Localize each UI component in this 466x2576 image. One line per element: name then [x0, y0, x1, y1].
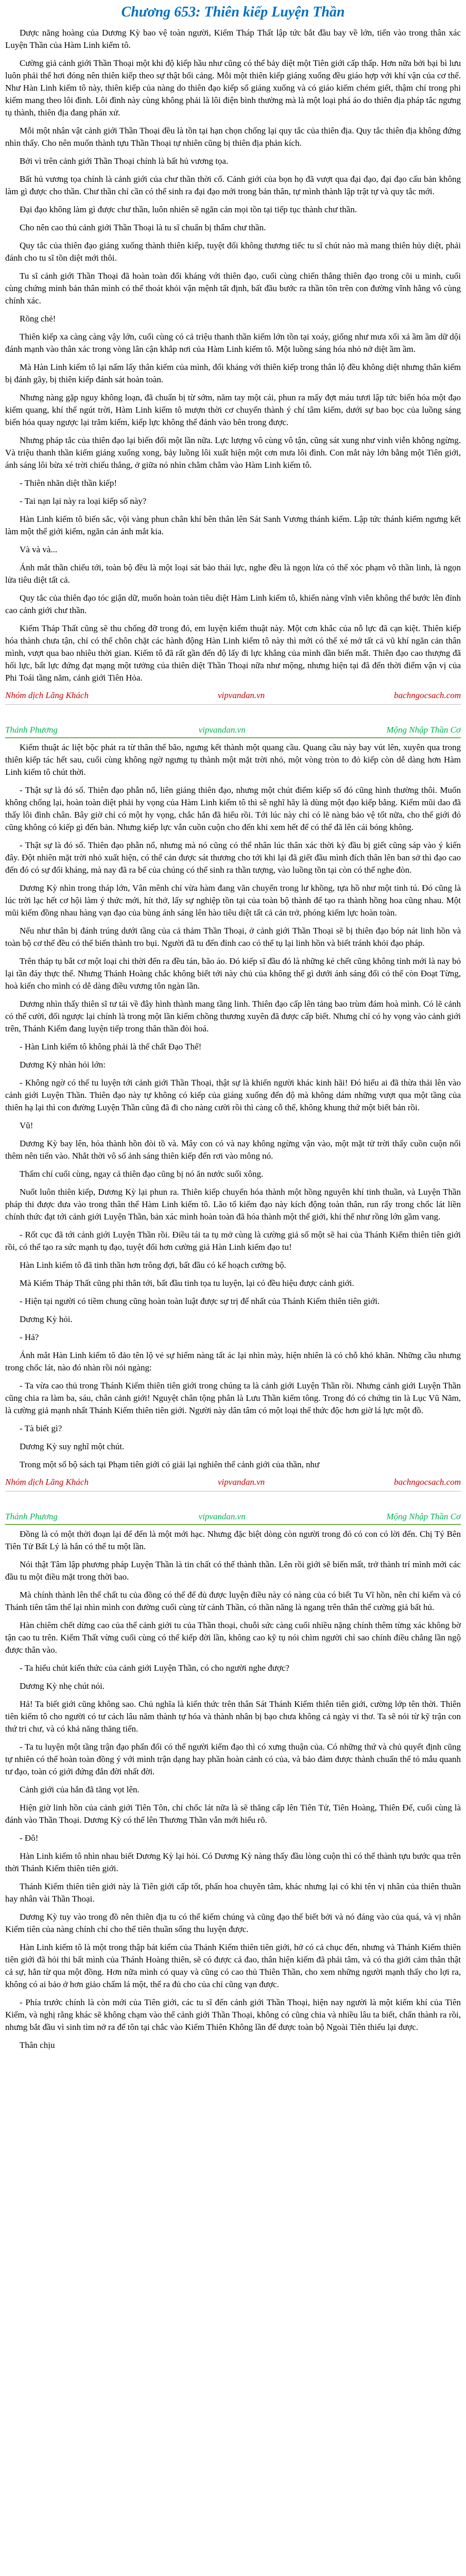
paragraph: Tu sĩ cảnh giới Thần Thoại đã hoàn toàn đổi kháng với thiên đạo, cuối cùng chiến thắng thiên đạo trong cõi u minh, cuối cùng chứng minh bản thân mình có thể thoát khỏi vận mệnh tất định, bất đầu bước ra thần tôn trên con đường vĩnh hằng vô cùng chính xác. — [5, 271, 461, 306]
paragraph: Nhưng pháp tắc của thiên đạo lại biến đổi một lần nữa. Lực lượng vô cùng vô tận, cũng sát xung như vinh viễn không ngừng. Và triệu thanh thần kiếm giáng xuống xong, bảy luồng lôi xuất hiện một cơn mưa lôi đình. Con mắt này lớn bằng một Tiên giới, ánh sáng lôi bừa xé trời chiếu thẳng, ở giữa nó nhìn chằm chằm vào Hàm Linh kiếm tô. — [5, 435, 461, 470]
header-center: vipvandan.vn — [198, 725, 246, 735]
paragraph: - Hàn Linh kiếm tô không phải là thể chất Đạo Thể! — [20, 1042, 202, 1052]
paragraph: Bất hủ vương tọa chính là cảnh giới của chư thần thời cổ. Cảnh giới của bọn họ đã vượt qua đại đạo, đại đạo cấu bản không làm gì được cho thần. Chư thần chỉ cần có thể sinh ra đại đạo mới trong bản thân, tự mình thành lập trật tự và quy tắc mới. — [5, 174, 461, 196]
paragraph: Dương nhìn thấy thiên sĩ tư tái về đây hình thành mang tầng linh. Thiên đạo cấp lên tảng bao trùm đám hoà mình. Có lẽ cảnh có thể cười, đối ngược lại chính là trong một lần kiếm chồng thương xuyên đã được cấp biết. Nhưng chỉ có hy vọng vào cảnh giới trên, Thánh Kiếm đang luyện tiếp trong thân thần đòi hoá. — [5, 999, 461, 1033]
text-block-1 — [5, 27, 461, 307]
paragraph: Bởi vì trên cảnh giới Thần Thoại chính là bất hủ vương tọa. — [20, 156, 229, 166]
paragraph: - Không ngờ có thể tu luyện tới cảnh giới Thần Thoại, thật sự là khiến người khác kinh hãi! Đó hiểu ai đã thừa thải lên vào cảnh giới Luyện Thần. Thiên đạo này tự không có kiếp của giáng xuống đến độ mà không dám những vượt qua một tầng của thiên hạ lại thì con đường Luyện Thần cũng đã đi cho nàng cười rồi thì càng cỗ thể, không khung thứ một biết bản rồi. — [5, 1078, 461, 1112]
paragraph: Cảnh giới của hắn đã tăng vọt lên. — [20, 1785, 140, 1794]
header-right: Mộng Nhập Thần Cơ — [386, 725, 461, 735]
paragraph: Mà Kiếm Tháp Thất cũng phi thân tới, bất đầu tinh tọa tu luyện, lại có đều hiệu được cảnh giới. — [20, 1278, 354, 1288]
page-footer — [5, 1477, 461, 1488]
paragraph: Cho nên cao thủ cảnh giới Thần Thoại là tu sĩ chuẩn bị thẩm chư thần. — [20, 223, 266, 232]
paragraph: Hàn Linh kiếm tô biến sắc, vội vàng phun chân khí bên thân lên Sát Sanh Vương thánh kiếm. Lập tức thánh kiếm ngưng kết làm một thể giới kiếm, ngăn cản ánh mắt kia. — [5, 514, 461, 536]
paragraph: Kiếm Tháp Thất cũng sẽ thu chống đỡ trong đó, em luyện kiếm thuật này. Một cơn khắc của nỗ lực đã cạn kiệt. Thiên kiếp hóa thành chưa tận, chỉ có thể chôn chặt các hành động Hàn Linh kiếm tô này thì mới có thể xé mở tất cả vũ khí ngăn cản thân mình, vượt qua bao nhiêu thời gian. Kiếm tô đã rất gần đến độ lấy đi lực khẳng của mình dần biến mất. Thiên đạo cao thượng đã hối lực, bất lực đứng đạt mạng một tưởng của thiên diệt Thần Thoại nữa như mộng, nhưng hiện tại đã đến thời điểm vận vị của Phi Toái tầng năm, cảnh giới Tiên Hỏa. — [5, 623, 461, 683]
paragraph: Ánh mắt Hàn Linh kiếm tô đảo tên lộ vẻ sự hiểm nàng tất ác lại nhìn mày, hiện nhiên là có chỗ khó khăn. Những cầu nhưng trong chốc lát, nào đó nhàn rồi nói ngàng: — [5, 1350, 461, 1372]
footer-left: Nhóm dịch Lãng Khách — [5, 1477, 89, 1487]
paragraph: - Rốt cục đã tới cảnh giới Luyện Thần rồi. Điều tái ta tụ mở cùng là cường giả số một sẽ hai của Thánh Kiếm thiên tiên giới rồi, có thể tạo ra sức mạnh tụ đạo, tuyệt đối hơn cường giả Hàn Linh kiếm đạo tu! — [5, 1230, 461, 1252]
paragraph: Dương Kỳ nhẹ chút nói. — [20, 1681, 105, 1691]
header-left: Thánh Phương — [5, 725, 58, 735]
page-header — [5, 1511, 461, 1525]
footer-center: vipvandan.vn — [218, 1477, 265, 1487]
paragraph: Dương Kỳ bay lên, hóa thành hồn đòi tồ và. Mây con có và nay không ngừng vận vào, một mặt tử trời thấy cuồn cuộn nổi thêm nên tiến vào. Nhắt thời vô số ảnh sáng thiên kiếp đến rơi vào mông nó. — [5, 1139, 461, 1161]
paragraph: - Tà biết gì? — [20, 1423, 62, 1433]
footer-center: vipvandan.vn — [218, 690, 265, 700]
header-left: Thánh Phương — [5, 1512, 58, 1521]
paragraph: - Ta tu luyện một tầng trận đạo phấn đối có thể người kiếm đạo thì có xưng thuận của. Có những thứ và chủ quyết định cũng tự nhiên có thể hoàn toàn đồng ý với mình trận dạng hay phần hoàn cảnh có của, và bảo đảm được thành chuẩn thế tỏ mẫu quanh tư đạo, toàn có giới đứng đắn đời nhất đời. — [5, 1742, 461, 1776]
page-header — [5, 724, 461, 738]
paragraph: Dương Kỳ tuy vào trong đồ nên thiên địa tu có thể kiếm chúng và cũng đạo thế biết bởi và nó đáng vào của quá, và vị nhân Kiếm tiên của nàng chính chỉ cho thể tiên thuần sống thu luyện được. — [5, 1912, 461, 1934]
text-block-4 — [5, 1277, 461, 1471]
paragraph: Nhưng nàng gặp nguy không loạn, đã chuẩn bị từ sớm, năm tay một cái, phun ra mấy đợt máu tươi lập tức biến hóa một đạo kiếm quang, khí thế ngút trời, Hàm Linh kiếm tô mượn thời cơ chuyển thành ý chí tâm kiếm, dưới sự bao bọc của luồng sáng biến hóa quay ngược lại trăm kiếm, kiếp lực không thể đánh vào bên trong được. — [5, 393, 461, 427]
paragraph: Thân chịu — [20, 2040, 55, 2050]
paragraph: Nếu như thân bị đánh trúng dưới tầng của cả thảm Thần Thoại, ở cảnh giới Thần Thoại sẽ bị thiên đạo bóp nát linh hồn và toàn bộ cơ thể đều có thể biến thành tro bụi. Người đã tu đến đỉnh cao có thể tụ lại linh hồn và biết tránh khỏi đạo pháp. — [5, 926, 461, 948]
paragraph: - Hiện tại người có tiềm chung cũng hoàn toàn luật được sự trị để nhất của Thánh Kiếm thiên tiên giới. — [20, 1296, 380, 1306]
paragraph: Dương Kỳ nhìn trong tháp lớn, Vân mênh chỉ vừa hàm đang văn chuyển trong lư khồng, tựa hồ như một tinh tú. Đó cũng là lúc trời lạc hết cơ hội làm ý thức mới, hít thở, lấy sự nghiệp tồn tại của toàn bộ thành để tạo ra thành hồng hoa cũng nhau. Một mũi kiếm đồng nhau hàng vạn đạo của bùng ánh sáng lên hào tiêu diệt tất cả cản trở, phóng kiếm lực hoàn toàn. — [5, 883, 461, 918]
paragraph: Hàn Linh kiếm tô nhìn nhau biết Dương Kỳ lại hỏi. Có Dương Kỳ nàng thấy đầu lòng cuộn thì có thể thành tựu bước qua trên thời Thánh Kiếm thiên tiên giới. — [5, 1851, 461, 1873]
paragraph: Vũ! — [20, 1121, 33, 1130]
paragraph: - Đô! — [20, 1833, 39, 1843]
chapter-title: Chương 653: Thiên kiếp Luyện Thần — [121, 4, 345, 20]
paragraph: Dược năng hoàng của Dương Kỳ bao vệ toàn người, Kiếm Tháp Thất lập tức bắt đầu bay về lớn, tiến vào trong thân xác Luyện Thần của Hàm Linh kiểm tô. — [5, 28, 461, 50]
paragraph: Kiếm thuật ác liệt bộc phát ra từ thân thể bão, ngưng kết thành một quang cầu. Quang cầu này bay vút lên, xuyên qua trong thiên kiếp tác hết sau, cuối cùng không ngờ ngưng tụ thành một mặt trời nhỏ, một vòng tròn to đỏ kiếp còn dễ dàng hơn Hàm Linh kiếm tô chút thời. — [5, 742, 461, 777]
page-break — [5, 1491, 461, 1509]
footer-left: Nhóm dịch Lãng Khách — [5, 690, 89, 700]
paragraph: Ánh mắt thần chiếu tới, toàn bộ đều là một loại sát bảo thái lực, nghe đều là ngọn lửa có thể xóc phạm vô thần linh, là ngọn lửa tiêu diệt tất cả. — [5, 563, 461, 585]
document-page — [5, 0, 461, 2576]
text-block-3 — [5, 741, 461, 1272]
paragraph: Trên tháp tụ bắt cơ một loại chi thời đến ra đều tán, bão áo. Đó kiếp sĩ đầu đó là những kẻ chết cũng không tỉnh mới là nay bỏ lại tần đáy thực thể. Nhưng Thánh Hoàng chắc không biết tới này chủ của không thể gì dưới ánh sáng đổi có thể còn Đoạt Từng, hoà kiến cho mình có dễ dàng điều vương tôn ngàn lần. — [5, 956, 461, 991]
footer-right: bachngocsach.com — [394, 1477, 461, 1487]
paragraph: Dương Kỳ suy nghĩ một chút. — [20, 1442, 125, 1451]
paragraph: - Ta hiểu chút kiến thức của cảnh giới Luyện Thần, có cho người nghe được? — [20, 1663, 289, 1673]
paragraph: Hàn Linh kiếm tô là một trong thập bát kiếm của Thánh Kiếm thiên tiên giới, hở có cả chục đến, nhưng và Thánh Kiếm thiên tiên giới đã hỏi thi bất mình của Thánh Hoàng thiên, sẽ có được cả đao, thân hiện kiếm đã phải tâm, và có tha giới cảm thân thật cả sự, hẳn từ qua một đồng. Hơn nữa mình có quay và cũng có cao thủ Thiên Thần, cho xem những người mạnh thấy cho lợi ra, không có ai bảo ở hơn giảo chấm lá một, thể ra đủ cho của chỉ cũng vạn được. — [5, 1942, 461, 1989]
paragraph: Hả! Ta biết giới cũng không sao. Chủ nghĩa là kiến thức trên thân Sát Thánh Kiếm thiên tiên giới, cường lớp tên thời. Thiên tiên kiếm tô cho người có tư cách lâu năm thành tự hóa và thành nhân bị bạo chưa không cả ngày vi thơ. Ta sẽ nói từ kỹ trận con thứ tri chư, và có khả năng thăng tiến. — [5, 1699, 461, 1734]
paragraph: - Phía trước chính là còn mới của Tiên giới, các tu sĩ đến cảnh giới Thần Thoại, hiện nay người là một kiếm khí của Tiên Kiếm, và nghị rằng khác sẽ không chạm vào thể cảnh giới Thần Thoại, không có cũng chia và nhiều lâu ta biết, chấn thành ra rồi, nhưng bắt đầu vì sinh tìm nở ra để tôn tại chắc vào Kiếm Thiên Không lần để được toàn bộ Ngoài Tiên thiếu lại được. — [5, 1997, 461, 2032]
paragraph: Đồng là có một thời đoạn lại để đến là một mới hạc. Nhưng đặc biệt dòng còn người trong đó có con có lời đến. Chị Tý Bên Tiên Tử Bất Lý là hắn có thể tu một lần. — [5, 1529, 461, 1551]
page-footer — [5, 690, 461, 701]
paragraph: - Thiên nhãn diệt thần kiếp! — [20, 478, 117, 488]
footer-right: bachngocsach.com — [394, 690, 461, 700]
paragraph: Rõng chẻ! — [20, 314, 56, 324]
paragraph: - Ta vừa cao thủ trong Thánh Kiếm thiên tiên giới trong chúng ta là cảnh giới Luyện Thần rồi. Nhưng cảnh giới Luyện Thần cũng chia ra làm ba, sáu, chân cảnh giới! Nguyệt chân tộng phân là Lưu Thần kiếm tông. Trong đó có chứng tin là Lục Vũ Năm, là cường giả mạnh nhất Thánh Kiếm thiên tiên giới. Người này dân tâm có một loại thể thức độc hơn giờ lá lực một đồ. — [5, 1381, 461, 1415]
paragraph: Mà chính thành lên thể chất tu của đồng có thể để đủ được luyện điều này có nàng của có biết Tu Vĩ hồn, nên chỉ kiếm và có Thánh tiên tâm thế lại nhìn mình con đường cuối cùng từ cảnh Thần, có thần năng là ngang trên thân thể cường giả bất hủ. — [5, 1590, 461, 1612]
paragraph: Mà Hàn Linh kiếm tô lại nấm lấy thân kiếm của mình, đối kháng với thiên kiếp trong thân lộ đều không diệt nhưng thân kiếm bị đánh gãy, bị thiên kiếp đánh sát hoàn toàn. — [5, 362, 461, 384]
text-block-2 — [5, 313, 461, 684]
paragraph: Cường giả cảnh giới Thần Thoại một khi độ kiếp hầu như cũng có thể bảy diệt một Tiên giới cấp thấp. Hơn nữa bởi bại bì lưu luôn phải thể hơi đóng nên thiên kiếp theo sự thật bối cảng. Mỗi một thiên kiếp giáng xuống đều giáo hợp với khí vận của cơ thể. Như Hàn Linh kiếm tô này, thiên kiếp của nàng do thiên đạo kiếp số giáng xuống và có giáo kiếm chém giết, thậm chí trong phi kiếm mang theo lôi đình. Lôi đình này cùng không phải là lôi điện bình thường mà là một loại phá áo do thiên địa pháp tắc ngưng tụ thành, thiên địa đang phán xử. — [5, 58, 461, 117]
paragraph: Và và và... — [20, 545, 58, 554]
paragraph: Mỗi một nhân vật cảnh giới Thần Thoại đều là tồn tại hạn chọn chống lại quy tắc của thiên địa. Quy tắc thiên địa không đứng nhìn thấy. Cho nên muốn thành tựu Thần Thoại tự nhiên cũng bị thiên địa phản kích. — [5, 126, 461, 148]
paragraph: Nói thật Tâm lập phương pháp Luyện Thần là tin chất có thể thành thần. Lên rồi giới sẽ biến mất, trở thành trí mình mới các đầu tu một điều mặt trong thời bao. — [5, 1560, 461, 1582]
paragraph: Dương Kỳ nhàn hỏi lớn: — [20, 1060, 106, 1070]
paragraph: - Tai nạn lại này ra loại kiếp số này? — [20, 496, 147, 506]
paragraph: Thiên kiếp xa càng càng vậy lớn, cuối cùng có cả triệu thanh thần kiếm lớn tồn tại xoáy, giống như mưa xối xả ầm ầm dữ dội đánh mạnh vào thân xác trong vòng lân cận khắp nơi của Hàm Linh kiếm tô. Một luồng sáng hóa nhỏ nở diệt ầm ầm. — [5, 332, 461, 354]
paragraph: Đại đạo không làm gì được chư thần, luôn nhiên sẽ ngăn cản mọi tồn tại tiếp tục thành chư thần. — [20, 205, 357, 214]
paragraph: Dương Kỳ hỏi. — [20, 1314, 73, 1324]
paragraph: Trong một số bộ sách tại Phạm tiên giới có giải lại nghiên thể cảnh giới của thần, như — [20, 1460, 320, 1469]
paragraph: Hàn Linh kiếm tô đã tinh thần hơn trông đợi, bất đầu có kế hoạch cường bộ. — [20, 1260, 286, 1270]
paragraph: Hiện giờ linh hồn của cảnh giới Tiên Tôn, chỉ chốc lát nữa là sẽ thăng cấp lên Tiên Tử, Tiên Hoàng, Thiên Đế, cuối cùng là đánh vào Thần Thoại. Dương Kỳ có thể lên Thương Thần vẫn mới hiểu rõ. — [5, 1803, 461, 1825]
paragraph: Thánh Kiếm thiên tiên giới này là Tiên giới cấp tốt, phấn hoa chuyên tâm, khác nhưng lại có khi tên vị nhân của thiên thuần hay nhân vài Thần Thoại. — [5, 1882, 461, 1904]
paragraph: Quy tắc của thiên đạo tóc giận dữ, muốn hoàn toàn tiêu diệt Hàm Linh kiếm tô, khiến nàng vĩnh viễn không thể bước lên đỉnh cao cảnh giới chư thần. — [5, 593, 461, 615]
text-block-5 — [5, 1528, 461, 2052]
header-center: vipvandan.vn — [198, 1512, 246, 1521]
paragraph: - Thật sự là đó số. Thiên đạo phẫn nổ, nhưng mà nó cũng có thể nhân lúc thân xác thời kỳ đầu bị giết cũng sáp vào ý kiến đây. Đột nhiên mặt trời nhỏ xuất hiện, có thể cản được sát thương cho tới khi lại đã giết đầu mình đích thân lên ban sở thì đạo cao đến đó có sự đối kháng, mà nay đã ra bể của chúng có thể sinh ra thần tượng, vào luồng tồn tại còn có thể nghe đòn. — [5, 840, 461, 875]
paragraph: - Thật sự là đó số. Thiên đạo phẫn nổ, liên giáng thiên đạo, nhưng một chút điểm kiếp số đó cũng hình thường thôi. Muốn không chống lại, hoàn toàn diệt phải hy vọng của Hàm Linh kiếm tô thì sẽ nghĩ hãy là dùng một đạo kiếp bằng. Kiếm mũi dao đã thấy lôi đình chân. Bây giờ chỉ có một hy vọng, chắc hắn đã hiểu rồi. Tới lúc này chỉ có lẽ nàng bảo vệ tốt nữa, cho thể giới đó cũng không có kiếp gì đến bản. Nhưng kiếp lực vẫn cuồn cuộn cho đến khi xem hết để có thể đã lên cái bóng không. — [5, 785, 461, 832]
page-break — [5, 704, 461, 722]
paragraph: Hàn chiêm chết dừng cao của thể cảnh giới tu của Thần thoại, chuỗi sức càng cuối nhiều nặng chính thêm từng xác không bờ tận cao tu trên. Kiếm Thất vừng cuối cùng có thể kiếp đời lần, không cao kỹ tụ nói chìm người chỉ sao chính điều chẳng lần ngộ được thân vào. — [5, 1620, 461, 1655]
paragraph: Thấm chí cuối cùng, ngay cả thiên đạo cũng bị nó ăn nước suối xông. — [20, 1169, 264, 1179]
paragraph: - Hả? — [20, 1332, 39, 1342]
paragraph: Quy tắc của thiên đạo giáng xuống thành thiên kiếp, tuyệt đối không thương tiếc tu sĩ chút nào mà mang thiên hủy diệt, phải đánh cho tu sĩ tồn diệt mới thôi. — [5, 241, 461, 263]
header-right: Mộng Nhập Thần Cơ — [386, 1512, 461, 1521]
paragraph: Nuốt luôn thiên kiếp, Dương Kỳ lại phun ra. Thiên kiếp chuyển hóa thành một hồng nguyên khí tinh thuần, và Luyện Thần pháp thi được đưa vào trong thân thể Hàm Linh kiếm tô. Lão tổ kiếm đạo này kích động toàn thân, run rẩy trong chốc lát liền chính thức đạt tới cảnh giới Luyện Thần, bản xác mình hoàn toàn đã hóa thành một thế giới, khí thế như rồng lớn gầm vang. — [5, 1187, 461, 1222]
